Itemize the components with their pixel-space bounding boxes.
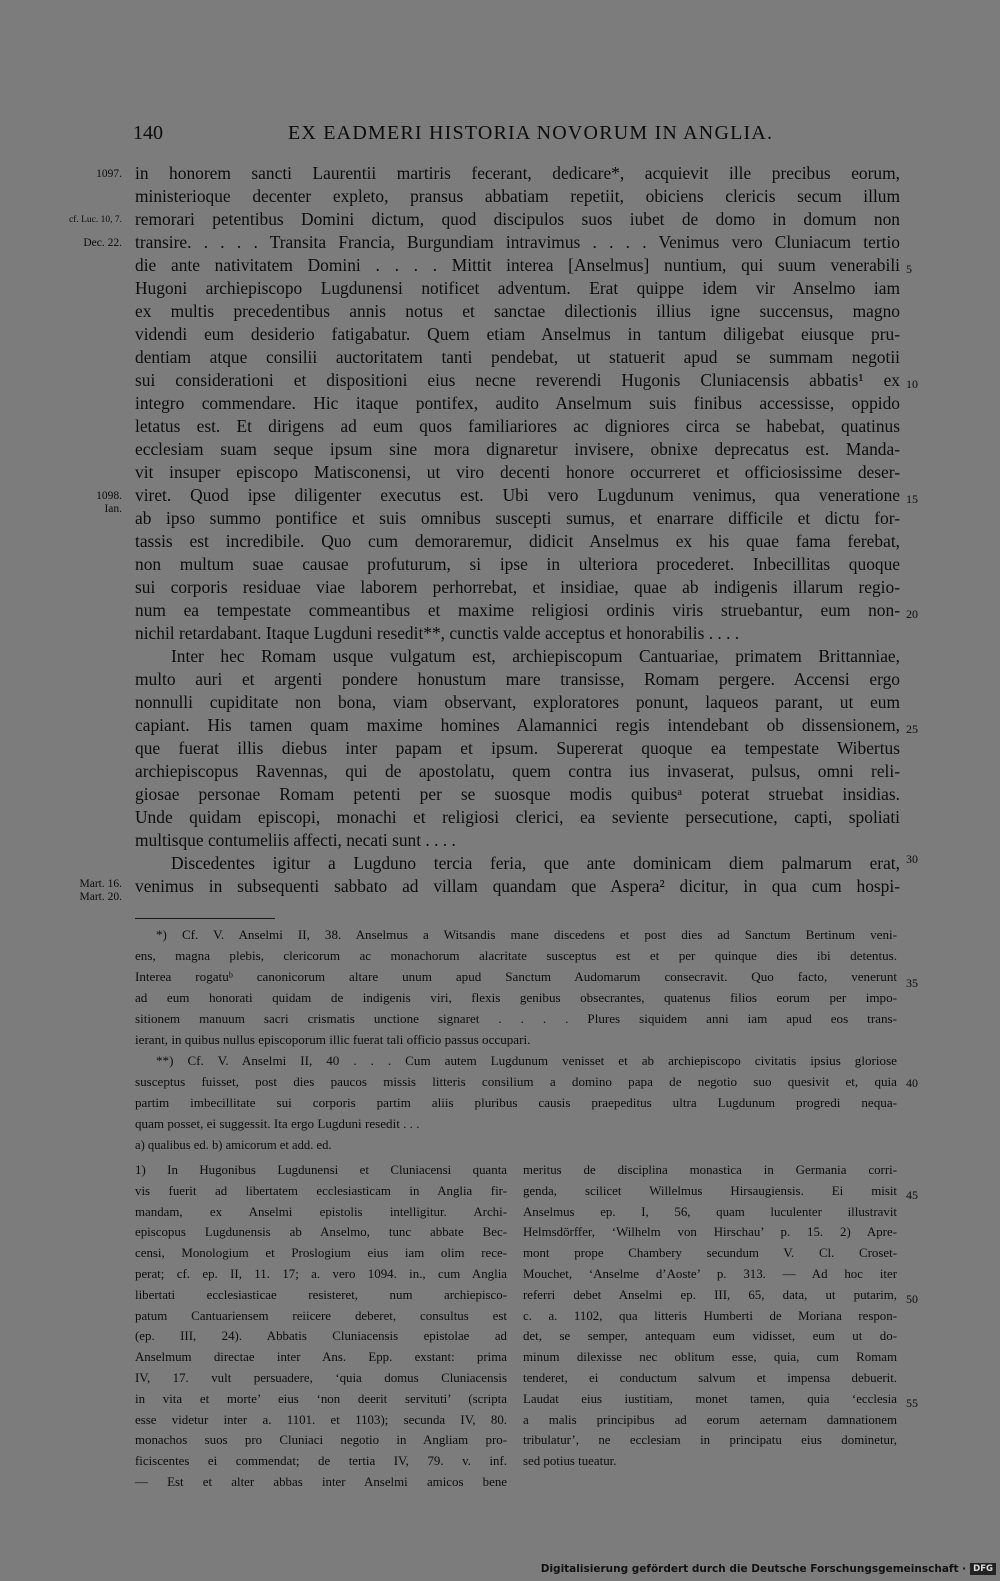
- text-line: nonnulli cupiditate non bona, viam observant, exploratores ponunt, laqueos parant, ut eum: [135, 692, 900, 712]
- note-line: IV, 17. vult persuadere, ‘quia domus Cluniacensis: [135, 1370, 507, 1385]
- note-line: genda, scilicet Willelmus Hirsaugiensis. Ei misit: [523, 1183, 897, 1198]
- footnote-line: quam posset, ei suggessit. Ita ergo Lugduni resedit . . .: [135, 1116, 420, 1131]
- footnote-line: ens, magna plebis, clericorum ac monachorum alacritate susceptus est et per quinque dies ibi detentus.: [135, 948, 897, 963]
- note-line: vis fuerit ad libertatem ecclesiasticam in Anglia fir-: [135, 1183, 507, 1198]
- text-line: non multum suae causae profuturum, si ipse in ulteriora procederet. Inbecillitas quoque: [135, 554, 900, 574]
- note-line: episcopus Lugdunensis ab Anselmo, tunc abbate Bec-: [135, 1225, 507, 1240]
- text-line: ministerioque decenter expleto, pransus abbatiam repetiit, obiciens clericis secum illum: [135, 186, 900, 206]
- note-line: mandam, ex Anselmi epistolis intelligitur. Archi-: [135, 1204, 507, 1219]
- footnote-line: ierant, in quibus nullus episcoporum illic fuerat tali officio passus occupari.: [135, 1032, 531, 1047]
- text-line: vit insuper episcopo Matisconensi, ut viro decenti honore occurreret et officiosissime deser-: [135, 462, 900, 482]
- footnote-line: Interea rogatuᵇ canonicorum altare unum apud Sanctum Audomarum consecravit. Quo facto, venerunt: [135, 969, 897, 984]
- text-line: num ea tempestate commeantibus et maxime religiosi ordinis viris struebantur, eum non-: [135, 600, 900, 620]
- note-line: a malis principibus ad eorum aeternam damnationem: [523, 1412, 897, 1427]
- text-line: videndi eum desiderio fatigabatur. Quem etiam Anselmus in tantum diligebat eiusque pru-: [135, 324, 900, 344]
- note-line: sed potius tueatur.: [523, 1454, 617, 1469]
- line-number: 35: [906, 976, 918, 990]
- text-line: integro commendare. Hic itaque pontifex, audito Anselmum suis finibus accessisse, oppido: [135, 393, 900, 413]
- note-line: (ep. III, 24). Abbatis Cluniacensis epistolae ad: [135, 1329, 507, 1344]
- note-line: 1) In Hugonibus Lugdunensi et Cluniacensi quanta: [135, 1163, 507, 1177]
- note-line: meritus de disciplina monastica in Germania corri-: [523, 1163, 897, 1177]
- margin-date: 1098.: [96, 490, 122, 502]
- line-number: 25: [906, 722, 918, 736]
- footnote-line: susceptus fuisset, post dies paucos missis litteris consilium a domino papa de negotio suo quesivit et, quia: [135, 1074, 897, 1089]
- note-line: referri debet Anselmi ep. III, 65, data, ut putarim,: [523, 1287, 897, 1302]
- text-line: remorari petentibus Domini dictum, quod discipulos suos iubet de domo in domum non: [135, 209, 900, 229]
- note-line: esse videtur inter a. 1101. et 1103); secunda IV, 80.: [135, 1412, 507, 1427]
- margin-date: 1097.: [96, 168, 122, 180]
- page-number: 140: [133, 122, 163, 144]
- footnote-line: ad eum honorati quidam de indigenis viri, flexis genibus obsecrantes, quatenus filios eorum per impo-: [135, 990, 897, 1005]
- line-number: 50: [906, 1292, 918, 1306]
- margin-date: Mart. 20.: [79, 891, 122, 903]
- line-number: 20: [906, 607, 918, 621]
- text-line: transire. . . . . Transita Francia, Burgundiam intravimus . . . . Venimus vero Cluniacum tertio: [135, 232, 900, 252]
- text-line: sui corporis residuae viae laborem perhorrebat, et insidiae, quae ab indigenis illarum regio-: [135, 577, 900, 597]
- text-line: letatus est. Et dirigens ad eum quos familiariores ac digniores circa se habebat, quatinus: [135, 416, 900, 436]
- text-line: ab ipso summo pontifice et suis omnibus suscepti sumus, et enarrare difficile et dictu for-: [135, 508, 900, 528]
- margin-reference: cf. Luc. 10, 7.: [68, 215, 122, 225]
- line-number: 15: [906, 492, 918, 506]
- page-header: [0, 122, 1000, 152]
- note-line: tenderet, ei conductum salvum et impensa debuerit.: [523, 1370, 897, 1385]
- text-line: giosae personae Romam petenti per se suosque modis quibusᵃ poterat struebat insidias.: [135, 784, 900, 804]
- note-line: — Est et alter abbas inter Anselmi amicos bene: [135, 1474, 507, 1489]
- note-line: patum Cantuariensem reiicere deberet, consultus est: [135, 1308, 507, 1323]
- footnote-line: sitionem manuum sacri crismatis unctione signaret . . . . Plures siquidem anni iam apud eos trans-: [135, 1011, 897, 1026]
- margin-date: Ian.: [104, 503, 122, 515]
- text-line: die ante nativitatem Domini . . . . Mittit interea [Anselmus] nuntium, qui suum venerabili: [135, 255, 900, 275]
- line-number: 45: [906, 1188, 918, 1202]
- digitization-credit: [541, 1563, 996, 1575]
- text-line: in honorem sancti Laurentii martiris fecerant, dedicare*, acquievit ille precibus eorum,: [135, 163, 900, 183]
- note-line: Mouchet, ‘Anselme d’Aoste’ p. 313. — Ad hoc iter: [523, 1266, 897, 1281]
- text-line: venimus in subsequenti sabbato ad villam quandam que Aspera² dicitur, in qua cum hospi-: [135, 876, 900, 896]
- line-number: 30: [906, 852, 918, 866]
- note-line: monachos suos pro Cluniaci negotio in Angliam pro-: [135, 1433, 507, 1448]
- text-line: multisque contumeliis affecti, necati sunt . . . .: [135, 830, 456, 850]
- note-line: tribulatur’, ne ecclesiam in principatu eius dominetur,: [523, 1433, 897, 1448]
- text-line: nichil retardabant. Itaque Lugduni resedit**, cunctis valde acceptus et honorabilis . . . .: [135, 623, 740, 643]
- text-line: ex multis precedentibus annis notus et sanctae dilectionis illius igne succensus, magno: [135, 301, 900, 321]
- note-line: c. a. 1102, qua litteris Humberti de Moriana respon-: [523, 1308, 897, 1323]
- note-line: mont prope Chambery secundum V. Cl. Croset-: [523, 1246, 897, 1261]
- text-line: archiepiscopus Ravennas, qui de apostolatu, quem contra ius invaserat, pulsus, omni reli-: [135, 761, 900, 781]
- footnote-line: **) Cf. V. Anselmi II, 40 . . . Cum autem Lugdunum venisset et ab archiepiscopo civitatis ipsius gloriose: [156, 1053, 897, 1068]
- line-number: 40: [906, 1076, 918, 1090]
- note-line: censi, Monologium et Proslogium eius iam olim rece-: [135, 1246, 507, 1261]
- text-line: que fuerat illis diebus inter papam et ipsum. Supererat quoque ea tempestate Wibertus: [135, 738, 900, 758]
- variant-note: a) qualibus ed. b) amicorum et add. ed.: [135, 1138, 332, 1152]
- text-line: Inter hec Romam usque vulgatum est, archiepiscopum Cantuariae, primatem Brittanniae,: [171, 646, 900, 666]
- note-line: perat; cf. ep. II, 11. 17; a. vero 1094. in., cum Anglia: [135, 1266, 507, 1281]
- text-line: sui considerationi et dispositioni eius necne reverendi Hugonis Cluniacensis abbatis¹ ex: [135, 370, 900, 390]
- text-line: Unde quidam episcopi, monachi et religiosi clerici, ea seviente persecutione, capti, spoliati: [135, 807, 900, 827]
- notes-column-left: [135, 1160, 507, 1493]
- footnote-rule: [135, 918, 275, 919]
- text-line: multo auri et argenti pondere honustum mare transisse, Romam pergere. Accensi ergo: [135, 669, 900, 689]
- note-line: Helmsdörffer, ‘Wilhelm von Hirschau’ p. 15. 2) Apre-: [523, 1225, 897, 1240]
- note-line: in vita et morte’ eius ‘non deerit servituti’ (scripta: [135, 1391, 507, 1406]
- note-line: Anselmum directae inter Ans. Epp. exstant: prima: [135, 1350, 507, 1365]
- note-line: det, se semper, antequam eum vidisset, eum ut do-: [523, 1329, 897, 1344]
- line-number: 55: [906, 1396, 918, 1410]
- text-line: tassis est incredibile. Quo cum demoraremur, didicit Anselmus ex his quae fama ferebat,: [135, 531, 900, 551]
- text-line: viret. Quod ipse diligenter executus est. Ubi vero Lugdunum venimus, qua veneratione: [135, 485, 900, 505]
- text-line: ecclesiam suam seque ipsum sine mora dignaretur invisere, obnixe deprecatus est. Manda-: [135, 439, 900, 459]
- note-line: minum dilexisse nec oblitum esse, quia, cum Romam: [523, 1350, 897, 1365]
- line-number: 10: [906, 377, 918, 391]
- note-line: libertati ecclesiasticae resisteret, num archiepisco-: [135, 1287, 507, 1302]
- dfg-logo: DFG: [970, 1563, 996, 1575]
- text-line: Discedentes igitur a Lugduno tercia feria, que ante dominicam diem palmarum erat,: [171, 853, 900, 873]
- text-line: capiant. His tamen quam maxime homines Alamannici regis intendebant ob dissensionem,: [135, 715, 900, 735]
- credit-text: Digitalisierung gefördert durch die Deutsche Forschungsgemeinschaft ·: [540, 1563, 967, 1575]
- note-line: Laudat eius iustitiam, monet tamen, quia ‘ecclesia: [523, 1391, 897, 1406]
- margin-date: Mart. 16.: [79, 878, 122, 890]
- line-number: 5: [906, 262, 912, 276]
- text-line: Hugoni archiepiscopo Lugdunensi notificet adventum. Erat quippe idem vir Anselmo iam: [135, 278, 900, 298]
- footnote-line: *) Cf. V. Anselmi II, 38. Anselmus a Witsandis mane discedens et post dies ad Sanctum Bertinum veni-: [156, 927, 897, 942]
- note-line: Anselmus ep. I, 56, quam luculenter illustravit: [523, 1204, 897, 1219]
- footnote-line: partim imbecillitate sui corporis partim aliis pluribus causis praepeditus ultra Lugdunum progredi nequa-: [135, 1095, 897, 1110]
- notes-column-right: [523, 1160, 897, 1472]
- note-line: ficiscentes ei commendat; de tertia IV, 79. v. inf.: [135, 1454, 507, 1469]
- running-title: EX EADMERI HISTORIA NOVORUM IN ANGLIA.: [288, 122, 774, 144]
- margin-date: Dec. 22.: [83, 237, 122, 249]
- text-line: dentiam atque consilii auctoritatem tanti pendebat, ut statuerit apud se summam negotii: [135, 347, 900, 367]
